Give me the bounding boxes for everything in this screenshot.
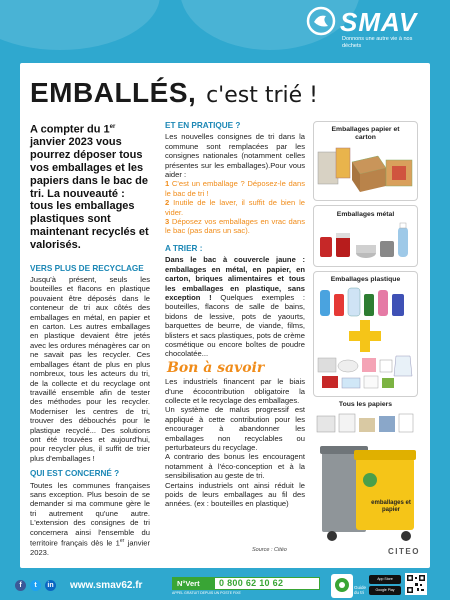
bon-a-savoir-p3: A contrario des bonus les encouragent notamment à l'éco-conception et à la sensibilisation au geste de tri. — [165, 452, 305, 481]
google-play-badge[interactable]: Google Play — [369, 586, 401, 595]
guide-du-tri-label: Guide du tri — [354, 585, 367, 595]
step-3: 3 Déposez vos emballages en vrac dans le bac (pas dans un sac). — [165, 217, 305, 236]
step-2: 2 Inutile de le laver, il suffit de bien le vider. — [165, 198, 305, 217]
smav-logo[interactable] — [306, 6, 438, 50]
card-plastique-title: Emballages plastique — [330, 276, 401, 283]
facebook-icon[interactable]: f — [15, 580, 26, 591]
qr-code-icon — [407, 575, 425, 593]
heading-vers-plus: VERS PLUS DE RECYCLAGE — [30, 263, 144, 273]
heading-a-trier: A TRIER : — [165, 243, 203, 253]
card-plastique — [313, 271, 418, 397]
bin-label: emballages et papier — [371, 500, 411, 513]
card-papiers-title: Tous les papiers — [338, 401, 393, 408]
cardboard-illustration — [314, 142, 417, 194]
qr-code[interactable] — [405, 573, 427, 595]
app-store-badge[interactable]: App Store — [369, 575, 401, 584]
bon-a-savoir-heading: Bon à savoir — [167, 359, 265, 376]
guide-app-icon — [331, 574, 353, 598]
column-left — [30, 121, 150, 557]
website-link[interactable]: www.smav62.fr — [70, 580, 143, 591]
bon-a-savoir-p2: Un système de malus progressif est appliqué à cette contribution pour les encourager à abandonner les emballages non recyclables ou perturbateurs du recyclage. — [165, 405, 305, 452]
source-note: Source : Citéo — [252, 547, 287, 553]
page-title — [30, 77, 410, 109]
phone-subtext: APPEL GRATUIT DEPUIS UN POSTE FIXE — [172, 591, 241, 595]
header-decoration — [0, 0, 160, 50]
intro-text: A compter du 1er janvier 2023 vous pourrez déposer tous vos emballages et les papiers dans le bac de tri. La nouveauté : tous les emballages plastiques sont maintenant recyclés et valorisés. — [30, 123, 149, 251]
smav-logo-icon — [306, 6, 336, 36]
numero-vert-label: N°Vert — [173, 578, 215, 589]
title-bold: EMBALLÉS, — [30, 77, 197, 108]
bon-a-savoir-p4: Certains industriels ont ainsi réduit le poids de leurs emballages au fil des années. (ex : bouteilles en plastique) — [165, 480, 305, 509]
en-pratique-text: Les nouvelles consignes de tri dans la commune sont remplacées par les consignes nationales (notamment celles présentes sur les emballages).Pour vous aider : — [165, 132, 305, 180]
twitter-icon[interactable]: t — [30, 580, 41, 591]
bon-a-savoir-p1: Les industriels financent par le biais d'une écocontribution obligatoire la collecte et le recyclage des emballages. — [165, 377, 305, 405]
title-light: c'est trié ! — [206, 83, 318, 108]
card-papier-carton-title: Emballages papier et carton — [331, 126, 400, 141]
vers-plus-text: Jusqu'à présent, seuls les bouteilles et flacons en plastique pouvaient être déposés dans le conteneur de tri aux côtés des emballages en métal, en papier et en carton. Les autres emballages en plastique devaient être jetés avec les ordures ménagères car on ne savait pas les recycler. Ces emballages étant de plus en plus nombreux, tous les acteurs du tri, de la collecte et du recyclage ont travaillé ensemble afin de tester des méthodes pour les recycler. Moderniser les centres de tri, trouver des débouchés pour le plastique recyclé... Des solutions ont été trouvées et aujourd'hui, pour recycler plus, il suffit de trier plus d'emballages ! — [30, 275, 150, 463]
heading-qui-concerne: QUI EST CONCERNÉ ? — [30, 469, 120, 479]
qui-concerne-text: Toutes les communes françaises sans exception. Plus besoin de se demander si ma commune gère le tri autrement qu'une autre. L'extension des consignes de tri concernera ainsi l'ensemble du territoire français dès le 1er janvier 2023. — [30, 480, 150, 557]
metal-illustration — [314, 219, 417, 265]
logo-text: SMAV — [340, 7, 418, 37]
linkedin-icon[interactable]: in — [45, 580, 56, 591]
step-1: 1 C'est un emballage ? Déposez-le dans le bac de tri ! — [165, 179, 305, 198]
a-trier-text: Dans le bac à couvercle jaune : emballages en métal, en papier, en carton, briques alimentaires et tous les emballages en plastique, sans exception ! Quelques exemples : bouteilles, flacons de salle de bains, bidons de lessive, pots de yaourts, barquettes de beurre, de viande, films, blisters et sacs plastiques, pots de crème cosmétique ou encore boîtes de poudre chocolatée... — [165, 255, 305, 359]
card-metal — [313, 205, 418, 267]
card-metal-title: Emballages métal — [336, 211, 395, 218]
plastic-illustration — [314, 284, 417, 396]
card-papier-carton — [313, 121, 418, 201]
recycling-bin-icon — [318, 440, 418, 548]
heading-en-pratique: ET EN PRATIQUE ? — [165, 121, 241, 130]
logo-tagline: Donnons une autre vie à nos déchets — [342, 36, 413, 49]
phone-number: 0 800 62 10 62 — [219, 578, 284, 588]
citeo-logo: CITEO — [388, 547, 420, 556]
numero-vert[interactable] — [172, 577, 320, 590]
guide-du-tri-icon[interactable] — [331, 574, 353, 598]
papers-illustration — [313, 410, 418, 436]
column-middle — [165, 121, 305, 509]
